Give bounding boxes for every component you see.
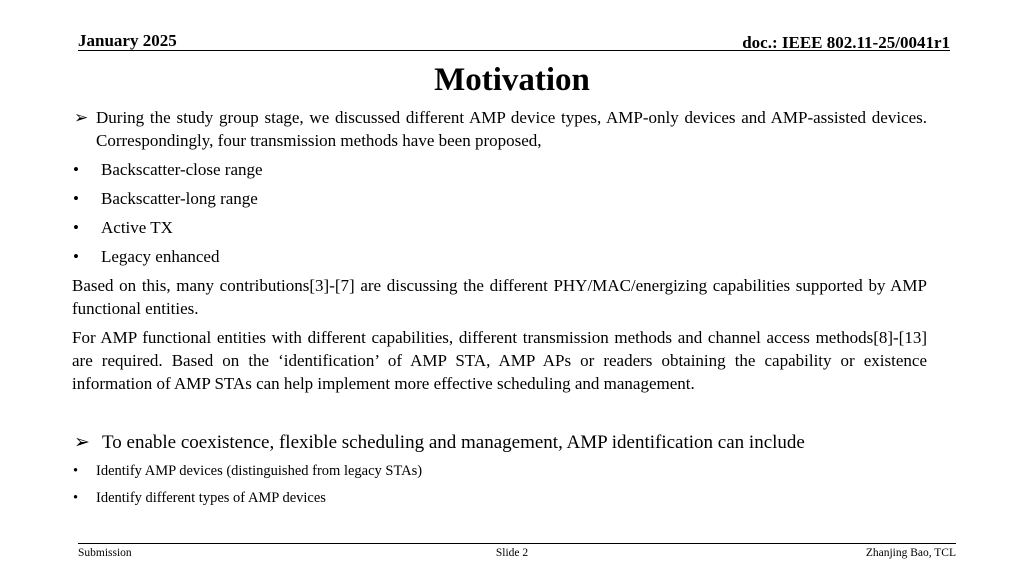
footer-submission: Submission (78, 547, 132, 559)
footer-slide-number: Slide 2 (495, 547, 529, 559)
contributions-paragraph: Based on this, many contributions[3]-[7] are discussing the different PHY/MAC/energizing capabilities supported by AMP functional entities. (72, 276, 927, 318)
method-label: Active TX (101, 218, 173, 237)
intro-text: During the study group stage, we discussed different AMP device types, AMP-only devices and AMP-assisted devices. Correspondingly, four transmission methods have been proposed, (96, 108, 927, 150)
intro-paragraph (72, 106, 927, 152)
sub-bullet-text: Identify AMP devices (distinguished from legacy STAs) (96, 463, 423, 479)
second-point-text: To enable coexistence, flexible scheduling and management, AMP identification can include (102, 432, 805, 453)
header-date: January 2025 (78, 31, 177, 50)
method-label: Backscatter-close range (101, 160, 263, 179)
method-bullet (72, 216, 927, 239)
slide-title: Motivation (434, 62, 590, 98)
second-point (72, 431, 927, 455)
bullet-dot-icon: • (73, 160, 79, 179)
method-bullet (72, 187, 927, 210)
arrow-bullet-icon: ➢ (74, 108, 89, 127)
bullet-dot-icon: • (73, 247, 79, 266)
bullet-dot-icon: • (73, 490, 79, 506)
sub-bullet (72, 460, 927, 482)
footer-divider (78, 543, 956, 544)
method-bullet (72, 245, 927, 268)
method-label: Legacy enhanced (101, 247, 220, 266)
footer-author: Zhanjing Bao, TCL (865, 547, 956, 559)
header-divider (78, 50, 950, 51)
sub-bullet (72, 487, 927, 509)
header-doc-id: doc.: IEEE 802.11-25/0041r1 (742, 33, 950, 52)
bullet-dot-icon: • (73, 189, 79, 208)
bullet-dot-icon: • (73, 463, 79, 479)
method-bullet (72, 158, 927, 181)
bullet-dot-icon: • (73, 218, 79, 237)
method-label: Backscatter-long range (101, 189, 258, 208)
identification-paragraph: For AMP functional entities with different capabilities, different transmission methods and channel access methods[8]-[13] are required. Based on the ‘identification’ of AMP STA, AMP APs or readers obtaining the capability or existence information of AMP STAs can help implement more effective scheduling and management. (72, 328, 927, 393)
slide-content (72, 106, 927, 509)
arrow-bullet-icon: ➢ (74, 432, 90, 453)
sub-bullet-text: Identify different types of AMP devices (96, 490, 326, 506)
